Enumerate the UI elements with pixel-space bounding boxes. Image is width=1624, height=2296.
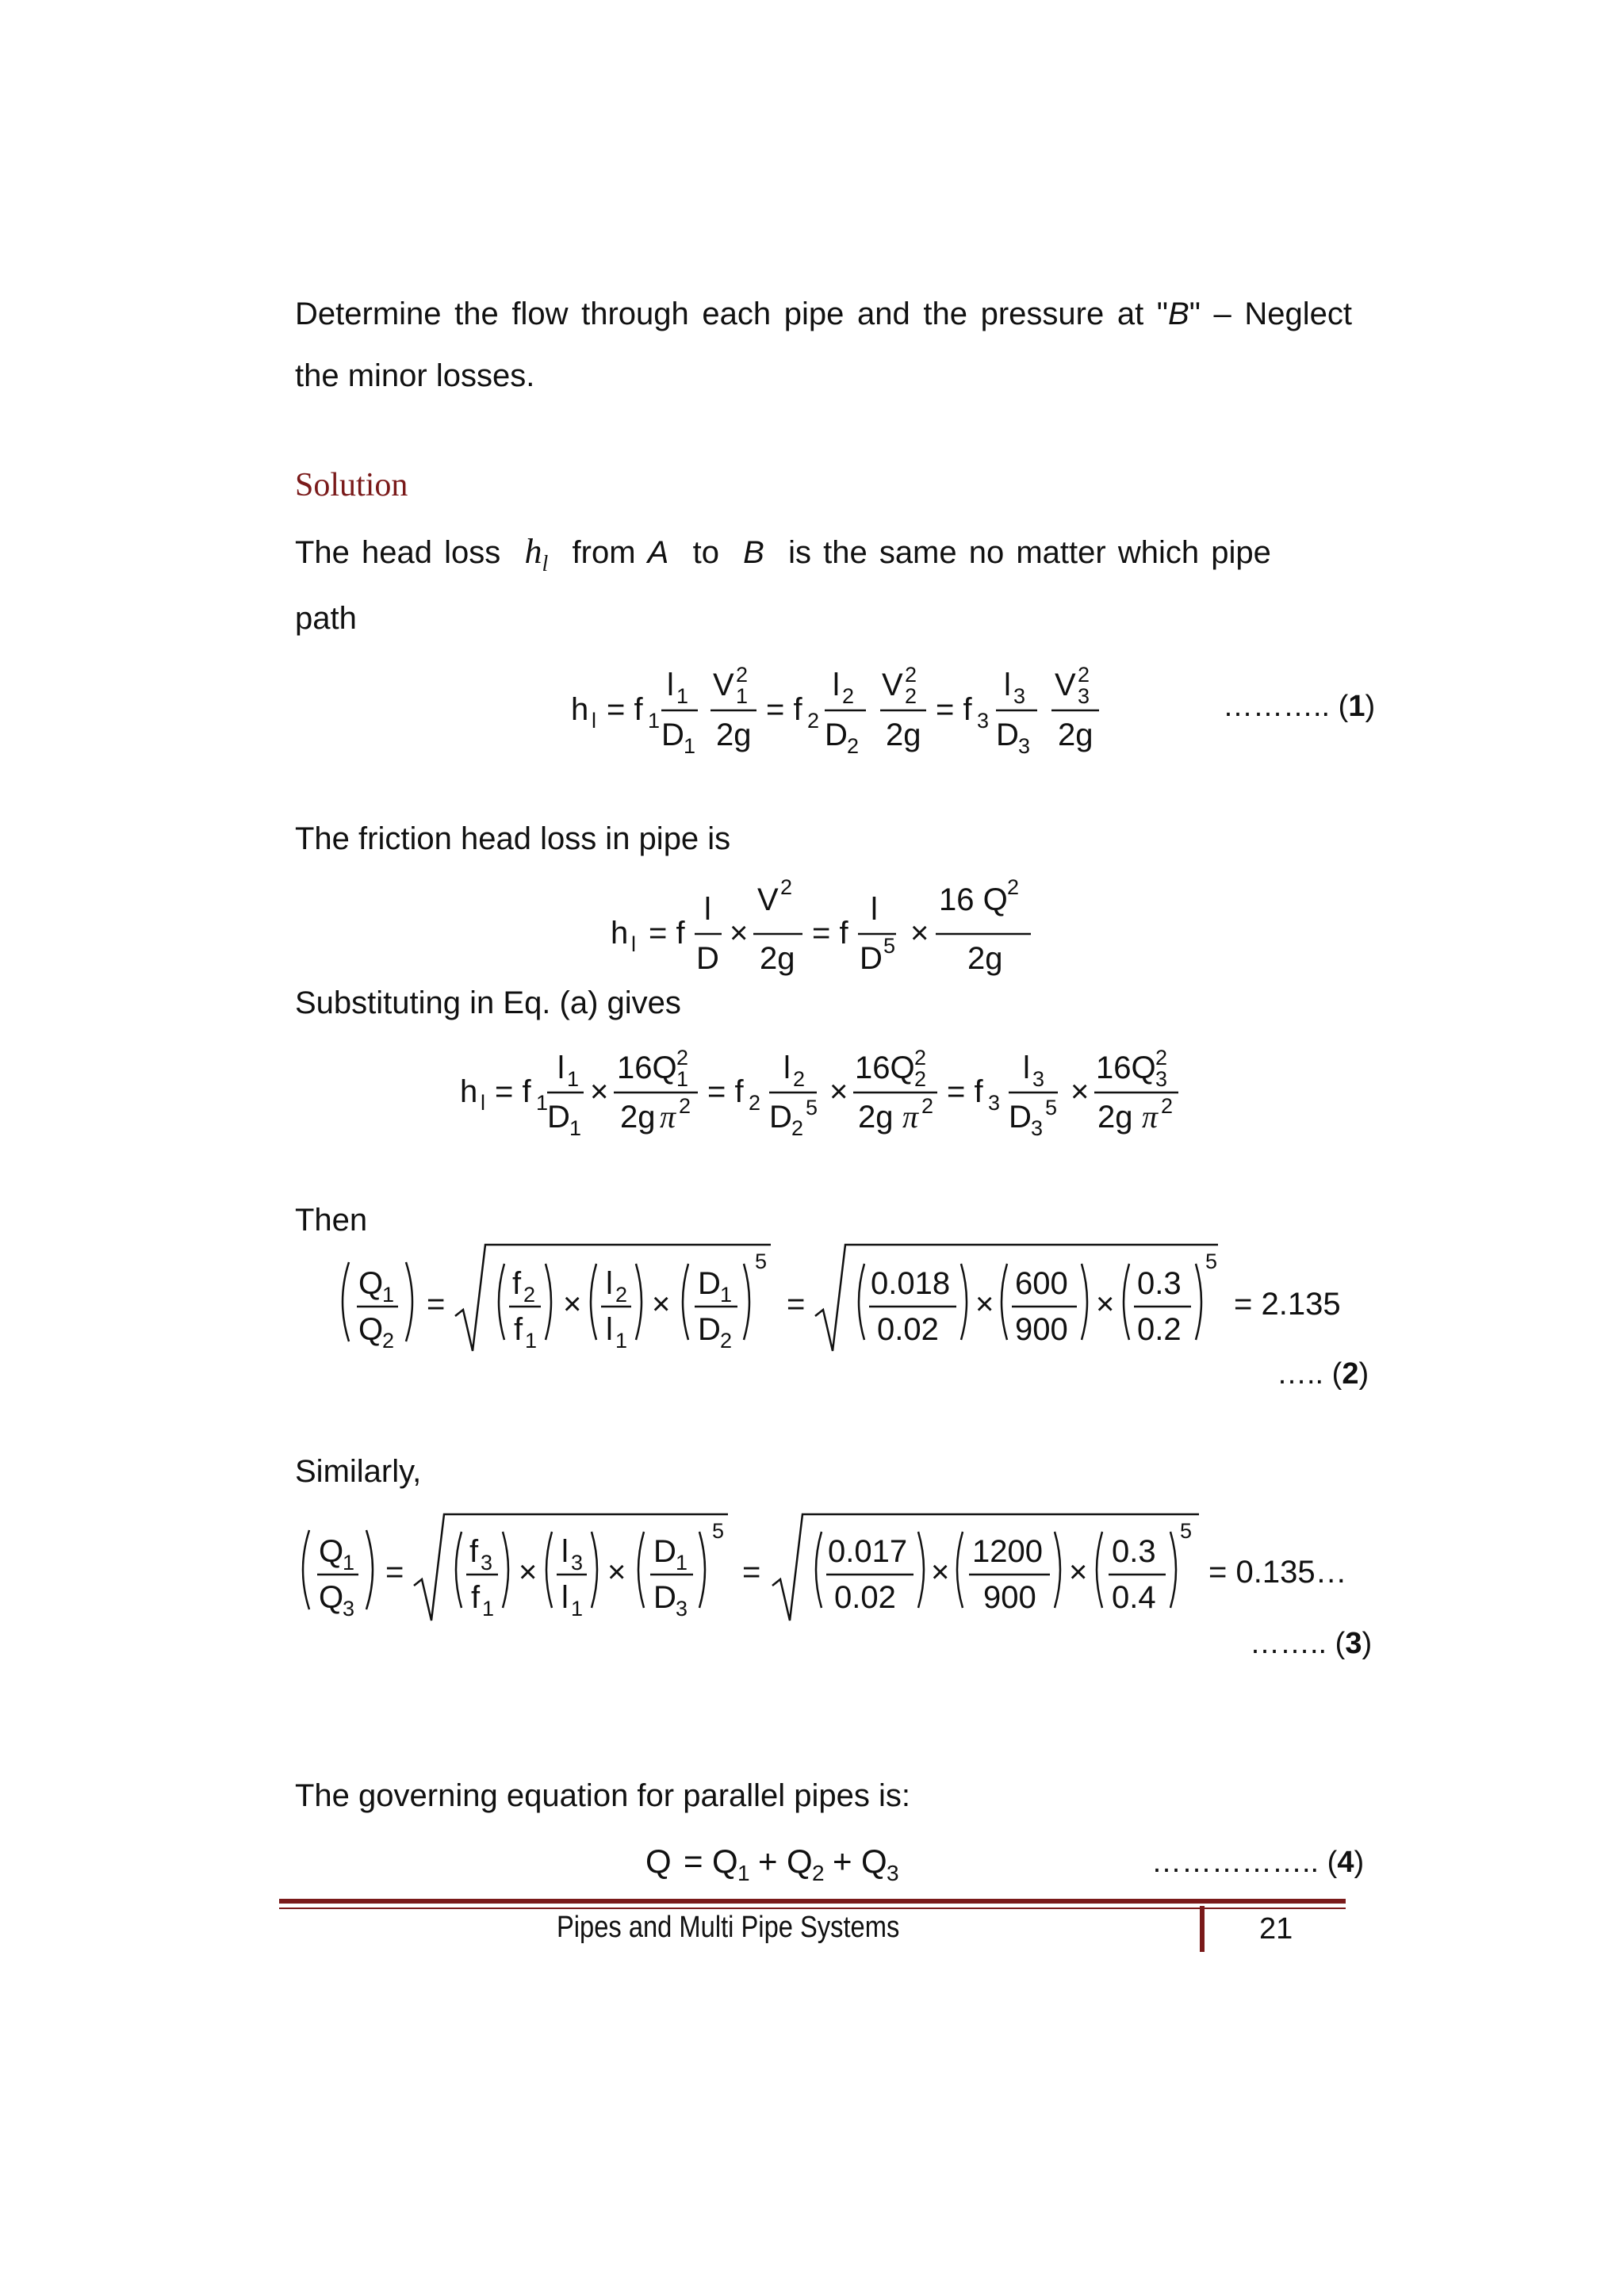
eq2-den-1: 0.02	[877, 1312, 939, 1347]
svg-text:1: 1	[569, 1116, 582, 1140]
svg-text:3: 3	[977, 709, 990, 733]
eq-number-1	[1223, 690, 1375, 724]
eq3-num-1: 0.017	[828, 1534, 908, 1569]
headloss-symbol-sub: l	[542, 551, 549, 576]
svg-text:= f: = f	[947, 1074, 983, 1109]
svg-text:π: π	[902, 1099, 919, 1135]
svg-text:3: 3	[571, 1551, 584, 1575]
svg-text:Q: Q	[358, 1312, 384, 1347]
svg-text:D: D	[698, 1266, 721, 1301]
svg-text:+: +	[833, 1843, 852, 1880]
svg-text:2: 2	[914, 1046, 927, 1070]
svg-text:f: f	[469, 1534, 479, 1569]
footer-rule-thin	[279, 1908, 1346, 1909]
solution-heading: Solution	[295, 467, 408, 503]
svg-text:= f: = f	[607, 692, 643, 727]
svg-text:=: =	[742, 1555, 761, 1590]
eq3-den-1: 0.02	[834, 1580, 896, 1615]
svg-text:2g: 2g	[620, 1100, 656, 1135]
svg-text:16Q: 16Q	[617, 1050, 677, 1085]
svg-text:l: l	[592, 709, 596, 733]
svg-text:D: D	[1009, 1100, 1032, 1135]
svg-text:2: 2	[1078, 663, 1090, 687]
svg-text:2: 2	[921, 1094, 934, 1118]
eq-number-4-num: 4	[1337, 1846, 1354, 1879]
svg-text:D: D	[661, 718, 684, 752]
eq-number-3-num: 3	[1345, 1627, 1362, 1660]
eq-number-4-close: )	[1354, 1846, 1365, 1879]
svg-text:l: l	[704, 892, 711, 927]
svg-text:2: 2	[905, 663, 917, 687]
svg-text:V: V	[757, 882, 779, 917]
svg-text:l: l	[481, 1091, 485, 1115]
svg-text:= f: = f	[495, 1074, 531, 1109]
svg-text:1: 1	[720, 1283, 733, 1307]
svg-text:2g: 2g	[760, 941, 795, 976]
intro-line-2: the minor losses.	[295, 358, 535, 393]
svg-text:l: l	[606, 1266, 613, 1301]
svg-text:h: h	[460, 1074, 478, 1109]
svg-text:2: 2	[914, 1067, 927, 1091]
svg-text:2: 2	[812, 1861, 825, 1885]
svg-text:=: =	[787, 1287, 806, 1322]
svg-text:2: 2	[793, 1067, 806, 1091]
substituting-text: Substituting in Eq. (a) gives	[295, 985, 681, 1020]
svg-text:h: h	[611, 916, 629, 951]
point-b-label-2: B	[743, 535, 764, 570]
friction-text: The friction head loss in pipe is	[295, 821, 731, 856]
svg-text:V: V	[882, 668, 903, 702]
svg-text:×: ×	[1069, 1555, 1088, 1590]
svg-text:×: ×	[519, 1555, 538, 1590]
headloss-text-a: The head loss	[295, 535, 501, 570]
eq-number-4	[1151, 1846, 1364, 1880]
svg-text:×: ×	[563, 1287, 582, 1322]
footer-title: Pipes and Multi Pipe Systems	[557, 1911, 900, 1944]
svg-text:3: 3	[1155, 1067, 1168, 1091]
svg-text:2: 2	[905, 684, 917, 708]
eq3-den-2: 900	[983, 1580, 1036, 1615]
eq3-result: = 0.135…	[1208, 1555, 1347, 1590]
svg-text:π: π	[1142, 1099, 1159, 1135]
svg-text:1: 1	[648, 709, 661, 733]
svg-text:2: 2	[720, 1329, 733, 1353]
eq-number-2-close: )	[1358, 1357, 1369, 1391]
svg-text:2: 2	[1155, 1046, 1168, 1070]
eq-number-3-dots: …….. (	[1250, 1627, 1346, 1660]
svg-text:= f: = f	[936, 692, 972, 727]
svg-text:1: 1	[676, 1551, 688, 1575]
svg-text:2: 2	[847, 734, 860, 758]
eq2-num-1: 0.018	[871, 1266, 951, 1301]
eq-number-1-close: )	[1365, 690, 1376, 723]
svg-text:= f: = f	[766, 692, 802, 727]
eq-number-3-close: )	[1362, 1627, 1373, 1660]
svg-text:D: D	[996, 718, 1019, 752]
svg-text:= f: = f	[707, 1074, 744, 1109]
eq3-num-2: 1200	[972, 1534, 1043, 1569]
svg-text:+: +	[758, 1843, 778, 1880]
svg-text:2: 2	[615, 1283, 628, 1307]
governing-text: The governing equation for parallel pipes is:	[295, 1778, 911, 1813]
svg-text:π: π	[660, 1099, 676, 1135]
svg-text:1: 1	[736, 684, 749, 708]
svg-text:2: 2	[736, 663, 749, 687]
svg-text:×: ×	[730, 916, 749, 951]
svg-text:l: l	[1004, 668, 1011, 702]
svg-text:= f: = f	[649, 916, 685, 951]
headloss-text-to: to	[692, 535, 719, 570]
svg-text:5: 5	[1180, 1519, 1193, 1543]
svg-text:2g: 2g	[1058, 718, 1094, 752]
svg-text:3: 3	[1018, 734, 1031, 758]
eq2-num-2: 600	[1015, 1266, 1068, 1301]
then-text: Then	[295, 1203, 368, 1238]
eq-number-2-num: 2	[1342, 1357, 1359, 1391]
page-number: 21	[1259, 1912, 1293, 1946]
svg-text:3: 3	[1032, 1067, 1045, 1091]
svg-text:=: =	[385, 1555, 404, 1590]
svg-text:3: 3	[1013, 684, 1026, 708]
svg-text:Q: Q	[712, 1843, 738, 1880]
eq-number-1-dots: ……….. (	[1223, 690, 1349, 723]
svg-text:2g: 2g	[1097, 1100, 1133, 1135]
svg-text:5: 5	[806, 1096, 818, 1119]
svg-text:l: l	[871, 892, 878, 927]
svg-text:5: 5	[1045, 1096, 1058, 1119]
svg-text:×: ×	[910, 916, 929, 951]
eq-number-1-num: 1	[1348, 690, 1365, 723]
svg-text:2g: 2g	[967, 941, 1003, 976]
svg-text:Q: Q	[319, 1534, 344, 1569]
svg-text:D: D	[860, 941, 883, 976]
svg-text:2: 2	[749, 1091, 761, 1115]
svg-text:1: 1	[615, 1329, 628, 1353]
svg-text:16 Q: 16 Q	[939, 882, 1008, 917]
svg-text:5: 5	[1205, 1249, 1218, 1273]
eq-number-4-dots: …………….. (	[1151, 1846, 1338, 1879]
footer-divider	[1200, 1906, 1205, 1952]
intro-text-b: " – Neglect	[1189, 297, 1353, 331]
svg-text:5: 5	[755, 1249, 768, 1273]
headloss-text-from: from	[572, 535, 636, 570]
eq2-den-3: 0.2	[1137, 1312, 1182, 1347]
svg-text:l: l	[783, 1050, 791, 1085]
svg-text:×: ×	[652, 1287, 671, 1322]
svg-text:Q: Q	[645, 1843, 672, 1880]
svg-text:l: l	[561, 1534, 569, 1569]
svg-text:1: 1	[525, 1329, 538, 1353]
svg-text:D: D	[769, 1100, 792, 1135]
headloss-symbol-h: h	[524, 532, 542, 571]
point-b-label: B	[1168, 297, 1189, 331]
svg-text:V: V	[713, 668, 734, 702]
svg-text:×: ×	[590, 1074, 609, 1109]
svg-text:1: 1	[482, 1597, 495, 1621]
eq-number-2-dots: ….. (	[1277, 1357, 1342, 1391]
svg-text:×: ×	[975, 1287, 994, 1322]
svg-text:2: 2	[679, 1094, 691, 1118]
svg-text:2: 2	[842, 684, 855, 708]
svg-text:1: 1	[571, 1597, 584, 1621]
svg-text:×: ×	[829, 1074, 848, 1109]
svg-text:1: 1	[676, 684, 689, 708]
svg-text:= f: = f	[812, 916, 848, 951]
svg-text:D: D	[547, 1100, 570, 1135]
path-word: path	[295, 601, 357, 636]
svg-text:3: 3	[343, 1597, 355, 1621]
svg-text:Q: Q	[787, 1843, 813, 1880]
svg-text:Q: Q	[319, 1580, 344, 1615]
svg-text:2: 2	[1161, 1094, 1174, 1118]
eq2-num-3: 0.3	[1137, 1266, 1182, 1301]
svg-text:×: ×	[1071, 1074, 1090, 1109]
svg-text:=: =	[684, 1843, 703, 1880]
svg-text:l: l	[606, 1312, 613, 1347]
svg-text:f: f	[471, 1580, 481, 1615]
svg-text:2g: 2g	[858, 1100, 894, 1135]
headloss-text-d: is the same no matter which pipe	[788, 535, 1271, 570]
svg-text:2g: 2g	[716, 718, 752, 752]
eq2-den-2: 900	[1015, 1312, 1068, 1347]
svg-text:=: =	[427, 1287, 446, 1322]
svg-text:2g: 2g	[886, 718, 921, 752]
svg-text:D: D	[653, 1580, 676, 1615]
svg-text:Q: Q	[358, 1266, 384, 1301]
svg-text:l: l	[631, 932, 636, 956]
svg-text:3: 3	[481, 1551, 493, 1575]
point-a-label: A	[647, 535, 669, 570]
svg-text:5: 5	[712, 1519, 725, 1543]
svg-text:3: 3	[676, 1597, 688, 1621]
svg-text:2: 2	[676, 1046, 689, 1070]
svg-text:f: f	[512, 1266, 522, 1301]
eq3-den-3: 0.4	[1112, 1580, 1156, 1615]
svg-text:l: l	[561, 1580, 569, 1615]
similarly-text: Similarly,	[295, 1454, 422, 1489]
eq2-result: = 2.135	[1234, 1287, 1341, 1322]
eq-number-2	[1277, 1357, 1369, 1391]
svg-text:16Q: 16Q	[855, 1050, 915, 1085]
svg-text:1: 1	[536, 1091, 549, 1115]
svg-text:l: l	[1023, 1050, 1030, 1085]
svg-text:D: D	[696, 941, 719, 976]
svg-text:2: 2	[382, 1329, 395, 1353]
svg-text:2: 2	[780, 875, 793, 899]
svg-text:l: l	[667, 668, 674, 702]
svg-text:×: ×	[1096, 1287, 1115, 1322]
eq-number-3	[1250, 1627, 1372, 1661]
svg-text:D: D	[825, 718, 848, 752]
svg-text:h: h	[571, 692, 589, 727]
svg-text:3: 3	[988, 1091, 1001, 1115]
svg-text:l: l	[557, 1050, 565, 1085]
svg-text:2: 2	[807, 709, 820, 733]
svg-text:1: 1	[343, 1551, 355, 1575]
svg-text:3: 3	[1031, 1116, 1044, 1140]
svg-text:×: ×	[931, 1555, 950, 1590]
svg-text:D: D	[653, 1534, 676, 1569]
svg-text:5: 5	[883, 934, 896, 958]
svg-text:2: 2	[791, 1116, 804, 1140]
svg-text:2: 2	[523, 1283, 536, 1307]
intro-text-a: Determine the flow through each pipe and the pressure at "	[295, 297, 1169, 331]
svg-text:3: 3	[1078, 684, 1090, 708]
svg-text:3: 3	[887, 1861, 899, 1885]
svg-text:×: ×	[607, 1555, 626, 1590]
svg-text:16Q: 16Q	[1096, 1050, 1156, 1085]
svg-text:f: f	[514, 1312, 523, 1347]
svg-text:2: 2	[1007, 875, 1020, 899]
svg-text:1: 1	[567, 1067, 580, 1091]
svg-text:D: D	[698, 1312, 721, 1347]
svg-text:1: 1	[382, 1283, 395, 1307]
svg-text:V: V	[1055, 668, 1076, 702]
eq3-num-3: 0.3	[1112, 1534, 1156, 1569]
svg-text:Q: Q	[861, 1843, 887, 1880]
footer-rule-thick	[279, 1899, 1346, 1904]
svg-text:1: 1	[676, 1067, 689, 1091]
svg-text:l: l	[833, 668, 840, 702]
svg-text:1: 1	[737, 1861, 750, 1885]
svg-text:1: 1	[684, 734, 696, 758]
